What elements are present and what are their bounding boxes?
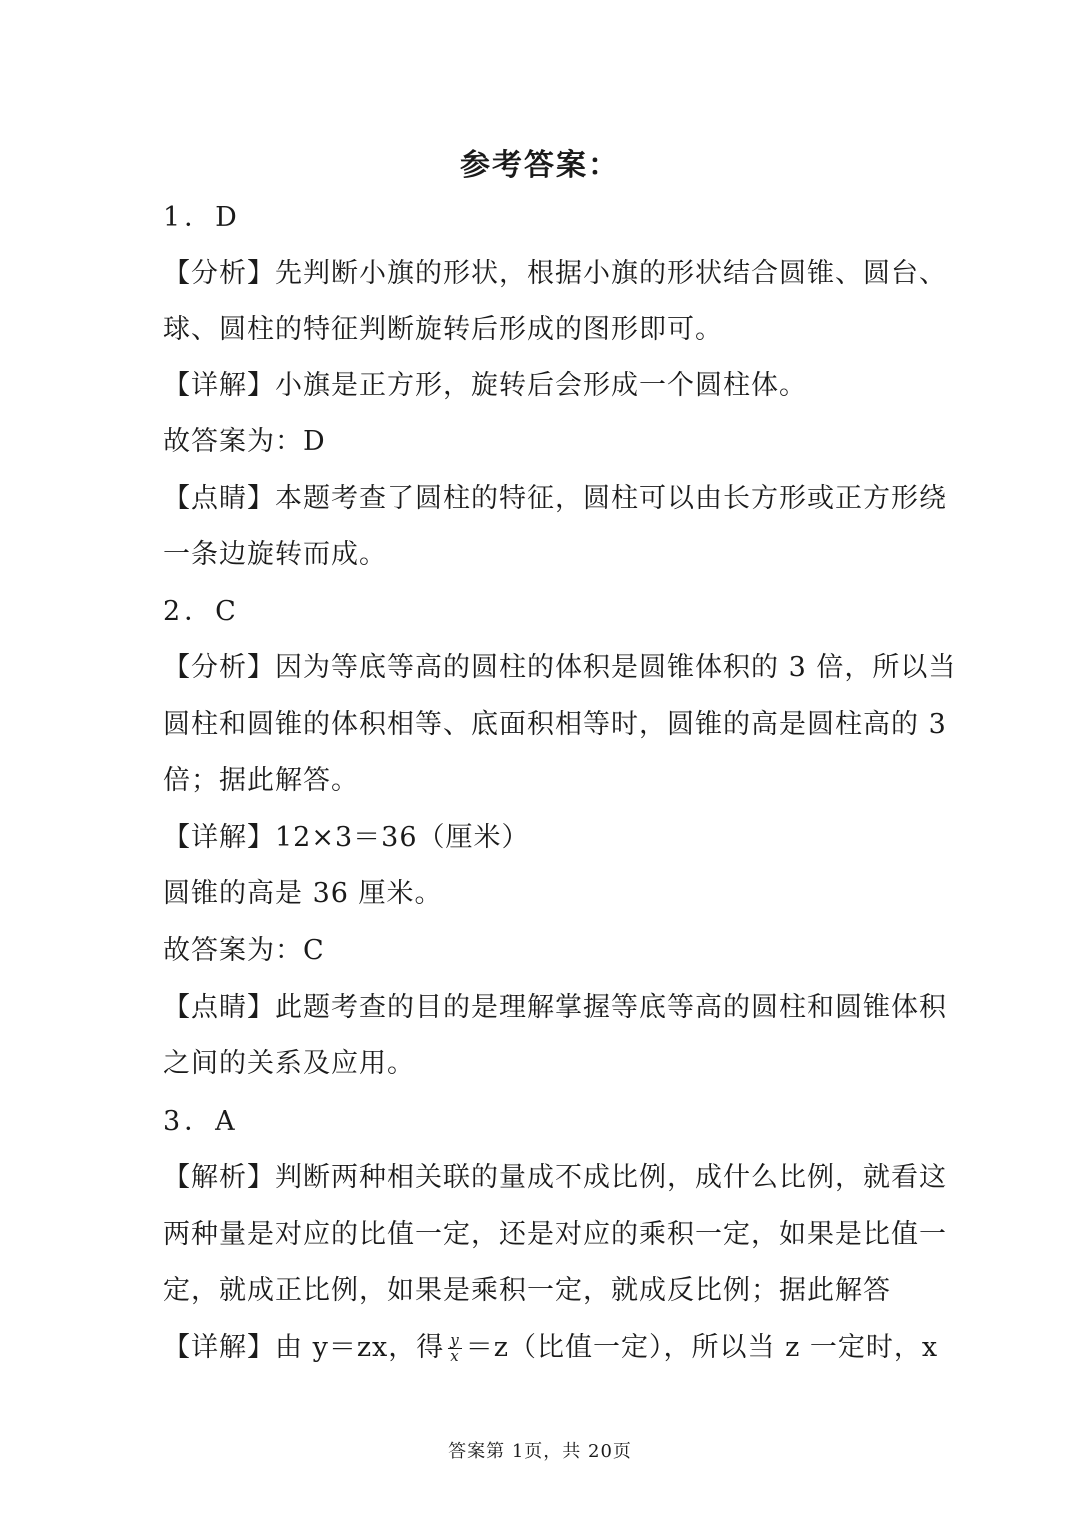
question-3-detail-prefix: 【详解】由 y＝zx，得 [163, 1332, 445, 1363]
question-3-analysis-line-3: 定，就成正比例，如果是乘积一定，就成反比例；据此解答 [163, 1275, 891, 1306]
question-1-remark-line-1: 【点睛】本题考查了圆柱的特征，圆柱可以由长方形或正方形绕 [163, 483, 947, 514]
question-1-detail: 【详解】小旗是正方形，旋转后会形成一个圆柱体。 [163, 370, 807, 401]
question-1-answer: 故答案为：D [163, 426, 326, 457]
fraction-numerator: y [450, 1331, 460, 1349]
question-3-detail [163, 1328, 939, 1368]
question-2-remark-line-1: 【点睛】此题考查的目的是理解掌握等底等高的圆柱和圆锥体积 [163, 992, 947, 1023]
question-2-detail-line-1: 【详解】12×3＝36（厘米） [163, 822, 530, 853]
question-2-analysis-line-1: 【分析】因为等底等高的圆柱的体积是圆锥体积的 3 倍，所以当 [163, 652, 957, 683]
page-footer: 答案第 1页，共 20页 [448, 1441, 632, 1462]
question-2-remark-line-2: 之间的关系及应用。 [163, 1048, 415, 1079]
question-3-analysis-line-1: 【解析】判断两种相关联的量成不成比例，成什么比例，就看这 [163, 1162, 947, 1193]
question-2-analysis-line-2: 圆柱和圆锥的体积相等、底面积相等时，圆锥的高是圆柱高的 3 [163, 709, 947, 740]
question-2-number: 2．C [163, 596, 240, 627]
fraction-denominator: x [450, 1347, 460, 1365]
fraction-y-over-x [448, 1333, 461, 1364]
question-2-answer: 故答案为：C [163, 935, 325, 966]
question-3-analysis-line-2: 两种量是对应的比值一定，还是对应的乘积一定，如果是比值一 [163, 1219, 947, 1250]
page-title: 参考答案： [460, 148, 620, 183]
question-1-analysis-line-2: 球、圆柱的特征判断旋转后形成的图形即可。 [163, 314, 723, 345]
question-2-analysis-line-3: 倍；据此解答。 [163, 765, 359, 796]
question-1-remark-line-2: 一条边旋转而成。 [163, 539, 387, 570]
question-3-detail-suffix: ＝z（比值一定），所以当 z 一定时，x [465, 1332, 939, 1363]
question-1-number: 1．D [163, 202, 241, 233]
question-2-detail-line-2: 圆锥的高是 36 厘米。 [163, 878, 443, 909]
question-3-number: 3．A [163, 1106, 239, 1137]
question-1-analysis-line-1: 【分析】先判断小旗的形状，根据小旗的形状结合圆锥、圆台、 [163, 258, 947, 289]
